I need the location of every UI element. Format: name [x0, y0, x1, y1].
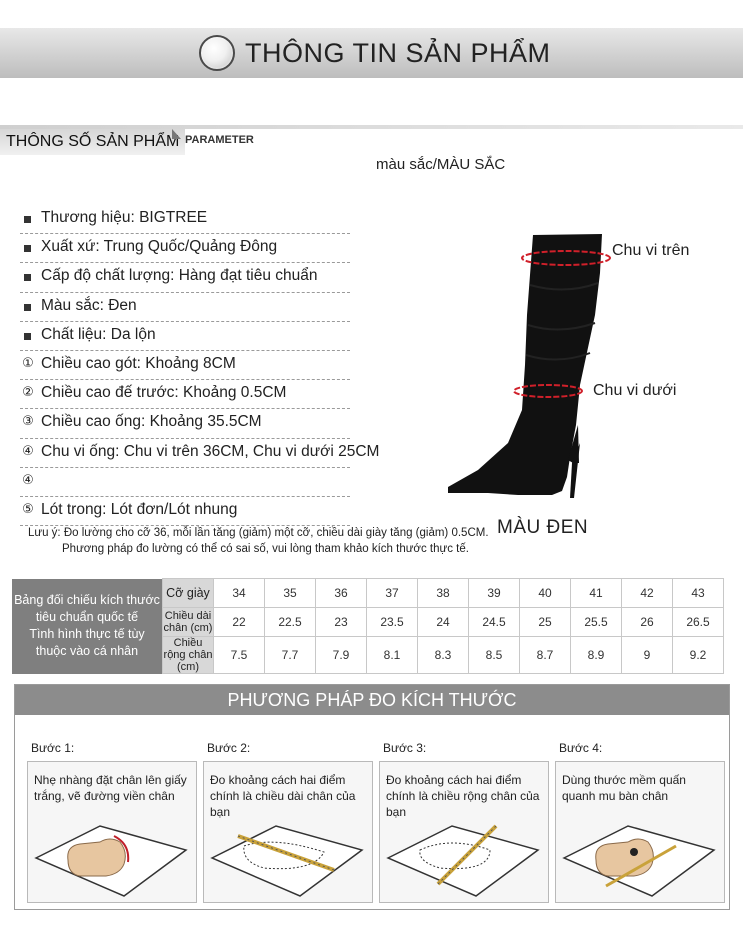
method-title: PHƯƠNG PHÁP ĐO KÍCH THƯỚC	[15, 685, 729, 715]
step-card	[203, 761, 373, 903]
step-description: Đo khoảng cách hai điểm chính là chiều rộng chân của bạn	[386, 773, 540, 819]
table-cell: 40	[520, 579, 571, 608]
spec-text: Lót trong: Lót đơn/Lót nhung	[41, 500, 238, 518]
side-text-line: Tình hình thực tế tùy	[29, 627, 145, 641]
table-cell: 43	[673, 579, 724, 608]
number-marker: ④	[22, 471, 34, 487]
table-cell: 8.7	[520, 637, 571, 674]
number-marker: ③	[22, 413, 34, 429]
step-3	[379, 741, 547, 903]
page-title: THÔNG TIN SẢN PHẨM	[245, 38, 551, 68]
foot-outline-icon	[28, 806, 196, 902]
step-card	[27, 761, 197, 903]
spec-row	[20, 234, 350, 263]
table-cell: 42	[622, 579, 673, 608]
spec-section-header	[0, 125, 743, 157]
bullet-icon	[24, 245, 31, 252]
table-cell: 7.9	[316, 637, 367, 674]
spec-section-title: THÔNG SỐ SẢN PHẨM	[0, 129, 185, 155]
spec-row	[20, 380, 350, 409]
size-table	[12, 578, 724, 674]
side-text-line: Bảng đối chiếu kích thước	[14, 593, 160, 607]
step-card	[555, 761, 725, 903]
step-title: Bước 4:	[559, 741, 603, 755]
table-cell: 25	[520, 608, 571, 637]
spec-row	[20, 322, 350, 351]
spec-text: Màu sắc: Đen	[41, 296, 137, 314]
measurement-note	[28, 525, 489, 557]
spec-text: Chu vi ống: Chu vi trên 36CM, Chu vi dưới 25CM	[41, 442, 380, 460]
table-cell: 26.5	[673, 608, 724, 637]
table-cell: 24.5	[469, 608, 520, 637]
table-cell: 23	[316, 608, 367, 637]
table-cell: 7.5	[214, 637, 265, 674]
side-text-line: thuộc vào cá nhân	[35, 644, 139, 658]
spec-text: Chiều cao gót: Khoảng 8CM	[41, 354, 236, 372]
spec-row	[20, 205, 350, 234]
spec-row	[20, 439, 380, 468]
number-marker: ②	[22, 384, 34, 400]
step-description: Dùng thước mềm quấn quanh mu bàn chân	[562, 773, 686, 803]
spec-row	[20, 351, 350, 380]
header-banner	[0, 28, 743, 78]
upper-circumference-label: Chu vi trên	[612, 242, 690, 259]
table-cell: 7.7	[265, 637, 316, 674]
corner-triangle-icon	[172, 129, 181, 139]
number-marker: ④	[22, 442, 34, 458]
size-table-side-label	[12, 579, 163, 674]
table-cell: 9	[622, 637, 673, 674]
spec-text: Chiều cao ống: Khoảng 35.5CM	[41, 413, 262, 431]
step-description: Đo khoảng cách hai điểm chính là chiều dài chân của bạn	[210, 773, 356, 819]
step-4	[555, 741, 723, 903]
table-cell: 25.5	[571, 608, 622, 637]
circle-icon	[199, 35, 235, 71]
table-cell: 34	[214, 579, 265, 608]
color-heading: màu sắc/MÀU SẮC	[376, 156, 506, 173]
measurement-method-panel	[14, 684, 730, 910]
table-row	[12, 579, 724, 608]
table-cell: 41	[571, 579, 622, 608]
bullet-icon	[24, 333, 31, 340]
spec-row	[20, 263, 350, 292]
spec-text: Thương hiệu: BIGTREE	[41, 209, 208, 226]
table-cell: 38	[418, 579, 469, 608]
spec-row	[20, 409, 350, 438]
note-line: Lưu ý: Đo lường cho cỡ 36, mỗi lần tăng (giảm) một cỡ, chiều dài giày tăng (giảm) 0.5CM.	[28, 527, 489, 539]
row-header: Cỡ giày	[163, 579, 214, 608]
table-cell: 22.5	[265, 608, 316, 637]
step-2	[203, 741, 371, 903]
row-header: Chiều dài chân (cm)	[163, 608, 214, 637]
side-text-line: tiêu chuẩn quốc tế	[35, 610, 139, 624]
bullet-icon	[24, 274, 31, 281]
spec-row	[20, 293, 350, 322]
spec-text: Cấp độ chất lượng: Hàng đạt tiêu chuẩn	[41, 267, 318, 285]
spec-text: Chất liệu: Da lộn	[41, 325, 156, 343]
step-description: Nhẹ nhàng đặt chân lên giấy trắng, vẽ đường viền chân	[34, 773, 187, 803]
table-cell: 26	[622, 608, 673, 637]
spec-list	[20, 205, 380, 526]
table-cell: 39	[469, 579, 520, 608]
spec-section-subtitle: PARAMETER	[185, 134, 254, 146]
spec-row	[20, 468, 350, 497]
step-card	[379, 761, 549, 903]
table-cell: 8.3	[418, 637, 469, 674]
bullet-icon	[24, 304, 31, 311]
step-title: Bước 3:	[383, 741, 427, 755]
step-title: Bước 2:	[207, 741, 251, 755]
color-name: MÀU ĐEN	[497, 517, 589, 538]
tape-measure-foot-icon	[556, 806, 724, 902]
foot-width-ruler-icon	[380, 806, 548, 902]
foot-length-ruler-icon	[204, 806, 372, 902]
table-cell: 9.2	[673, 637, 724, 674]
spec-text: Xuất xứ: Trung Quốc/Quảng Đông	[41, 238, 278, 256]
table-cell: 36	[316, 579, 367, 608]
number-marker: ①	[22, 354, 34, 370]
row-header: Chiều rộng chân (cm)	[163, 637, 213, 673]
table-cell: 23.5	[367, 608, 418, 637]
table-cell: 24	[418, 608, 469, 637]
bullet-icon	[24, 216, 31, 223]
spec-text: Chiều cao đế trước: Khoảng 0.5CM	[41, 384, 287, 402]
step-1	[27, 741, 195, 903]
spec-row	[20, 497, 350, 526]
table-cell: 8.5	[469, 637, 520, 674]
number-marker: ⑤	[22, 500, 34, 516]
boot-image	[430, 225, 710, 505]
table-cell: 37	[367, 579, 418, 608]
step-title: Bước 1:	[31, 741, 75, 755]
table-cell: 35	[265, 579, 316, 608]
table-cell: 8.9	[571, 637, 622, 674]
note-line: Phương pháp đo lường có thể có sai số, vui lòng tham khảo kích thước thực tế.	[62, 543, 469, 555]
boot-shape	[448, 234, 602, 495]
table-cell: 22	[214, 608, 265, 637]
lower-circumference-label: Chu vi dưới	[593, 382, 677, 399]
table-cell: 8.1	[367, 637, 418, 674]
